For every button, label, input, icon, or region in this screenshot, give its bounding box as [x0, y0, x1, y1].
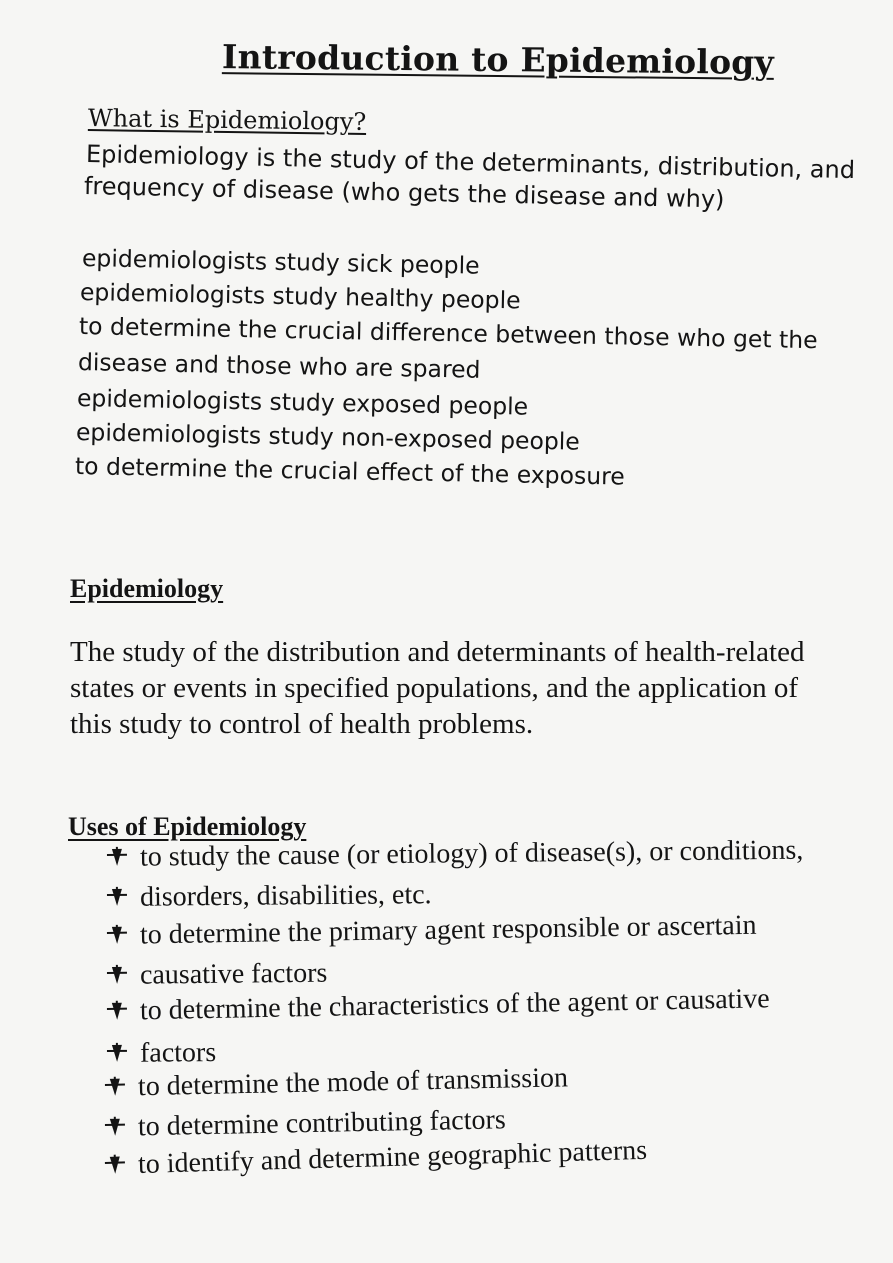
- list-item: [106, 835, 804, 874]
- list-item-text: to determine the mode of transmission: [137, 1062, 569, 1103]
- down-arrow-bullet-icon: [106, 924, 128, 946]
- list-item: [106, 958, 328, 992]
- down-arrow-bullet-icon: [106, 964, 128, 986]
- definition-line: frequency of disease (who gets the disease and why): [83, 172, 725, 214]
- definition-line: Epidemiology is the study of the determinants, distribution, and: [85, 140, 856, 185]
- list-item-text: to identify and determine geographic patterns: [137, 1134, 648, 1181]
- point-line: epidemiologists study exposed people: [76, 384, 529, 421]
- section-heading-uses: Uses of Epidemiology: [68, 812, 307, 841]
- section-heading-epidemiology: Epidemiology: [70, 574, 224, 603]
- definition-line: states or events in specified populations, and the application of: [70, 672, 799, 704]
- list-item: [104, 1104, 506, 1144]
- down-arrow-bullet-icon: [106, 1000, 128, 1022]
- list-item-text: to study the cause (or etiology) of disease(s), or conditions,: [139, 834, 804, 873]
- point-line: epidemiologists study healthy people: [79, 278, 521, 315]
- page-title: Introduction to Epidemiology: [221, 37, 775, 82]
- definition-line: The study of the distribution and determinants of health-related: [70, 636, 805, 668]
- down-arrow-bullet-icon: [104, 1076, 126, 1098]
- list-item-text: factors: [139, 1037, 217, 1069]
- point-line: to determine the crucial difference between those who get the: [78, 312, 818, 355]
- down-arrow-bullet-icon: [104, 1116, 126, 1138]
- section-heading-what-is: What is Epidemiology?: [87, 104, 367, 136]
- down-arrow-bullet-icon: [106, 886, 128, 908]
- down-arrow-bullet-icon: [106, 846, 128, 868]
- list-item: [106, 1037, 216, 1070]
- point-line: disease and those who are spared: [77, 348, 481, 384]
- list-item-text: disorders, disabilities, etc.: [139, 879, 432, 913]
- down-arrow-bullet-icon: [106, 1042, 128, 1064]
- list-item-text: to determine contributing factors: [137, 1104, 506, 1143]
- point-line: epidemiologists study sick people: [81, 244, 480, 280]
- point-line: epidemiologists study non-exposed people: [75, 418, 581, 456]
- list-item-text: to determine the primary agent responsible or ascertain: [139, 909, 757, 951]
- point-line: to determine the crucial effect of the exposure: [74, 452, 625, 491]
- list-item: [106, 879, 432, 914]
- list-item-text: to determine the characteristics of the agent or causative: [139, 983, 770, 1027]
- down-arrow-bullet-icon: [104, 1153, 127, 1176]
- list-item-text: causative factors: [139, 957, 328, 991]
- definition-line: this study to control of health problems.: [70, 708, 534, 740]
- list-item: [106, 910, 757, 952]
